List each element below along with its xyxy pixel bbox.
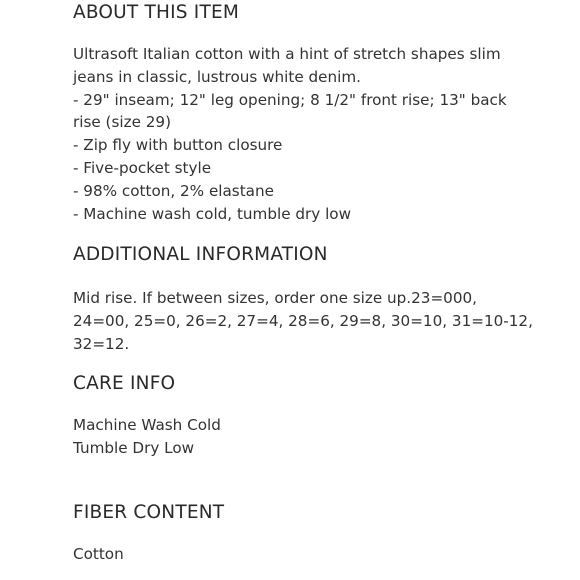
additional-information-text (73, 287, 533, 355)
fiber-content-text (73, 543, 523, 566)
additional-line: 32=12. (73, 334, 130, 353)
about-line: - Machine wash cold, tumble dry low (73, 204, 352, 223)
care-line: Tumble Dry Low (73, 438, 195, 457)
about-line: - Zip fly with button closure (73, 136, 283, 155)
care-info-heading: CARE INFO (73, 373, 176, 394)
fiber-line: Cotton (73, 545, 124, 563)
additional-line: Mid rise. If between sizes, order one size up.23=000, (73, 289, 477, 307)
about-line: jeans in classic, lustrous white denim. (73, 67, 361, 86)
about-line: - Five-pocket style (73, 158, 212, 177)
additional-line: 24=00, 25=0, 26=2, 27=4, 28=6, 29=8, 30=10, 31=10-12, (73, 311, 533, 330)
fiber-content-heading: FIBER CONTENT (73, 502, 225, 523)
about-line: Ultrasoft Italian cotton with a hint of stretch shapes slim (73, 45, 501, 63)
about-this-item-heading: ABOUT THIS ITEM (73, 2, 240, 23)
about-line: rise (size 29) (73, 113, 171, 132)
about-line: - 98% cotton, 2% elastane (73, 181, 274, 200)
care-line: Machine Wash Cold (73, 416, 221, 434)
about-this-item-text (73, 43, 523, 225)
additional-information-heading: ADDITIONAL INFORMATION (73, 244, 328, 265)
care-info-text (73, 414, 523, 460)
about-line: - 29" inseam; 12" leg opening; 8 1/2" front rise; 13" back (73, 90, 507, 109)
